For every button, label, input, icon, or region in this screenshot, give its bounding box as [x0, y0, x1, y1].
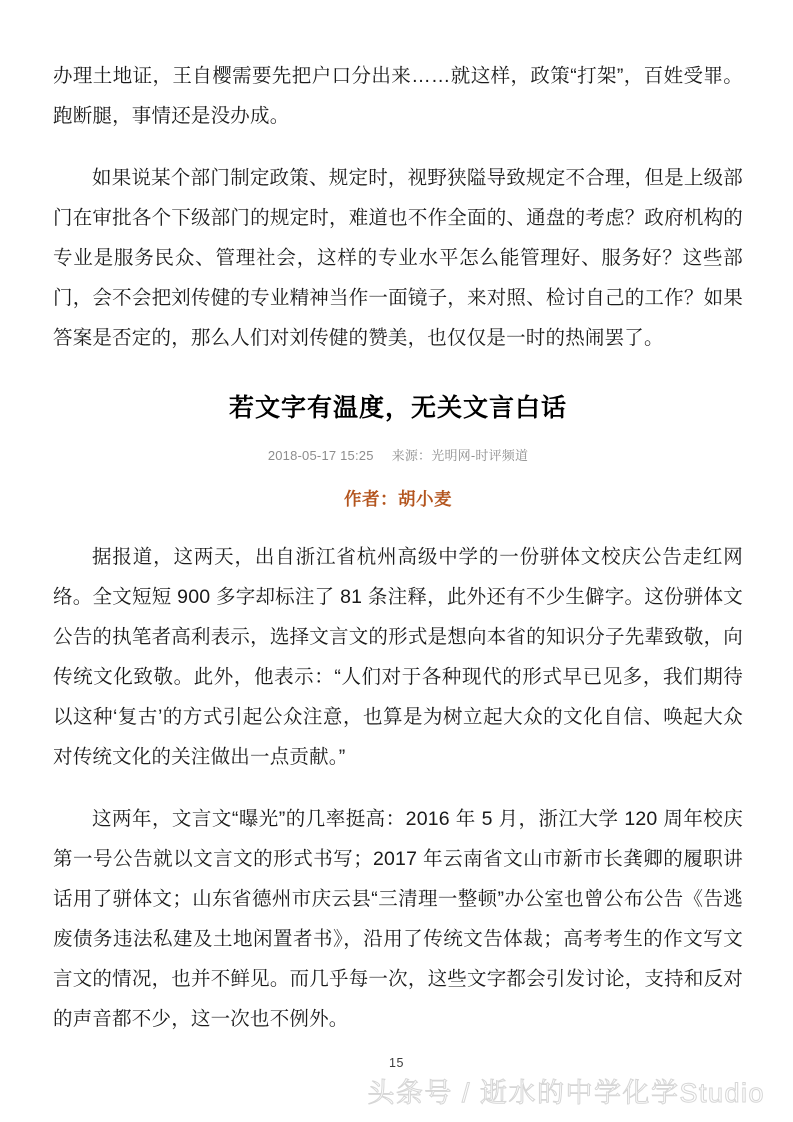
article-paragraph-2: 这两年，文言文“曝光”的几率挺高：2016 年 5 月，浙江大学 120 周年校庆第一号公告就以文言文的形式书写；2017 年云南省文山市新市长龚卿的履职讲话用了骈体文；山东省德州市庆云县“三清理一整顿”办公室也曾公布公告《告逃废债务违法私建及土地闲置者书》，沿用了传统文告体裁；高考考生的作文写文言文的情况，也并不鲜见。而几乎每一次，这些文字都会引发讨论，支持和反对的声音都不少，这一次也不例外。 — [53, 808, 743, 1030]
paragraph-continuation: 办理土地证，王自樱需要先把户口分出来……就这样，政策“打架”，百姓受罪。跑断腿，事情还是没办成。 — [53, 65, 743, 127]
watermark: 头条号 / 逝水的中学化学Studio — [367, 1078, 765, 1108]
article-body — [53, 537, 743, 1039]
page-content — [53, 56, 743, 1053]
article-datetime: 2018-05-17 15:25 — [267, 448, 374, 463]
article-author: 作者：胡小麦 — [344, 489, 452, 509]
page-number: 15 — [389, 1056, 404, 1070]
article-source: 来源：光明网-时评频道 — [391, 448, 529, 463]
paragraph-commentary: 如果说某个部门制定政策、规定时，视野狭隘导致规定不合理，但是上级部门在审批各个下级部门的规定时，难道也不作全面的、通盘的考虑？政府机构的专业是服务民众、管理社会，这样的专业水平怎么能管理好、服务好？这些部门，会不会把刘传健的专业精神当作一面镜子，来对照、检讨自己的工作？如果答案是否定的，那么人们对刘传健的赞美，也仅仅是一时的热闹罢了。 — [53, 167, 743, 349]
top-section — [53, 56, 743, 358]
article — [53, 392, 743, 1039]
article-meta — [53, 447, 743, 465]
article-paragraph-1: 据报道，这两天，出自浙江省杭州高级中学的一份骈体文校庆公告走红网络。全文短短 900 多字却标注了 81 条注释，此外还有不少生僻字。这份骈体文公告的执笔者高利表示，选择文言文的形式是想向本省的知识分子先辈致敬，向传统文化致敬。此外，他表示：“人们对于各种现代的形式早已见多，我们期待以这种‘复古’的方式引起公众注意，也算是为树立起大众的文化自信、唤起大众对传统文化的关注做出一点贡献。” — [53, 546, 743, 768]
article-title: 若文字有温度，无关文言白话 — [228, 395, 567, 422]
article-header — [53, 392, 743, 511]
